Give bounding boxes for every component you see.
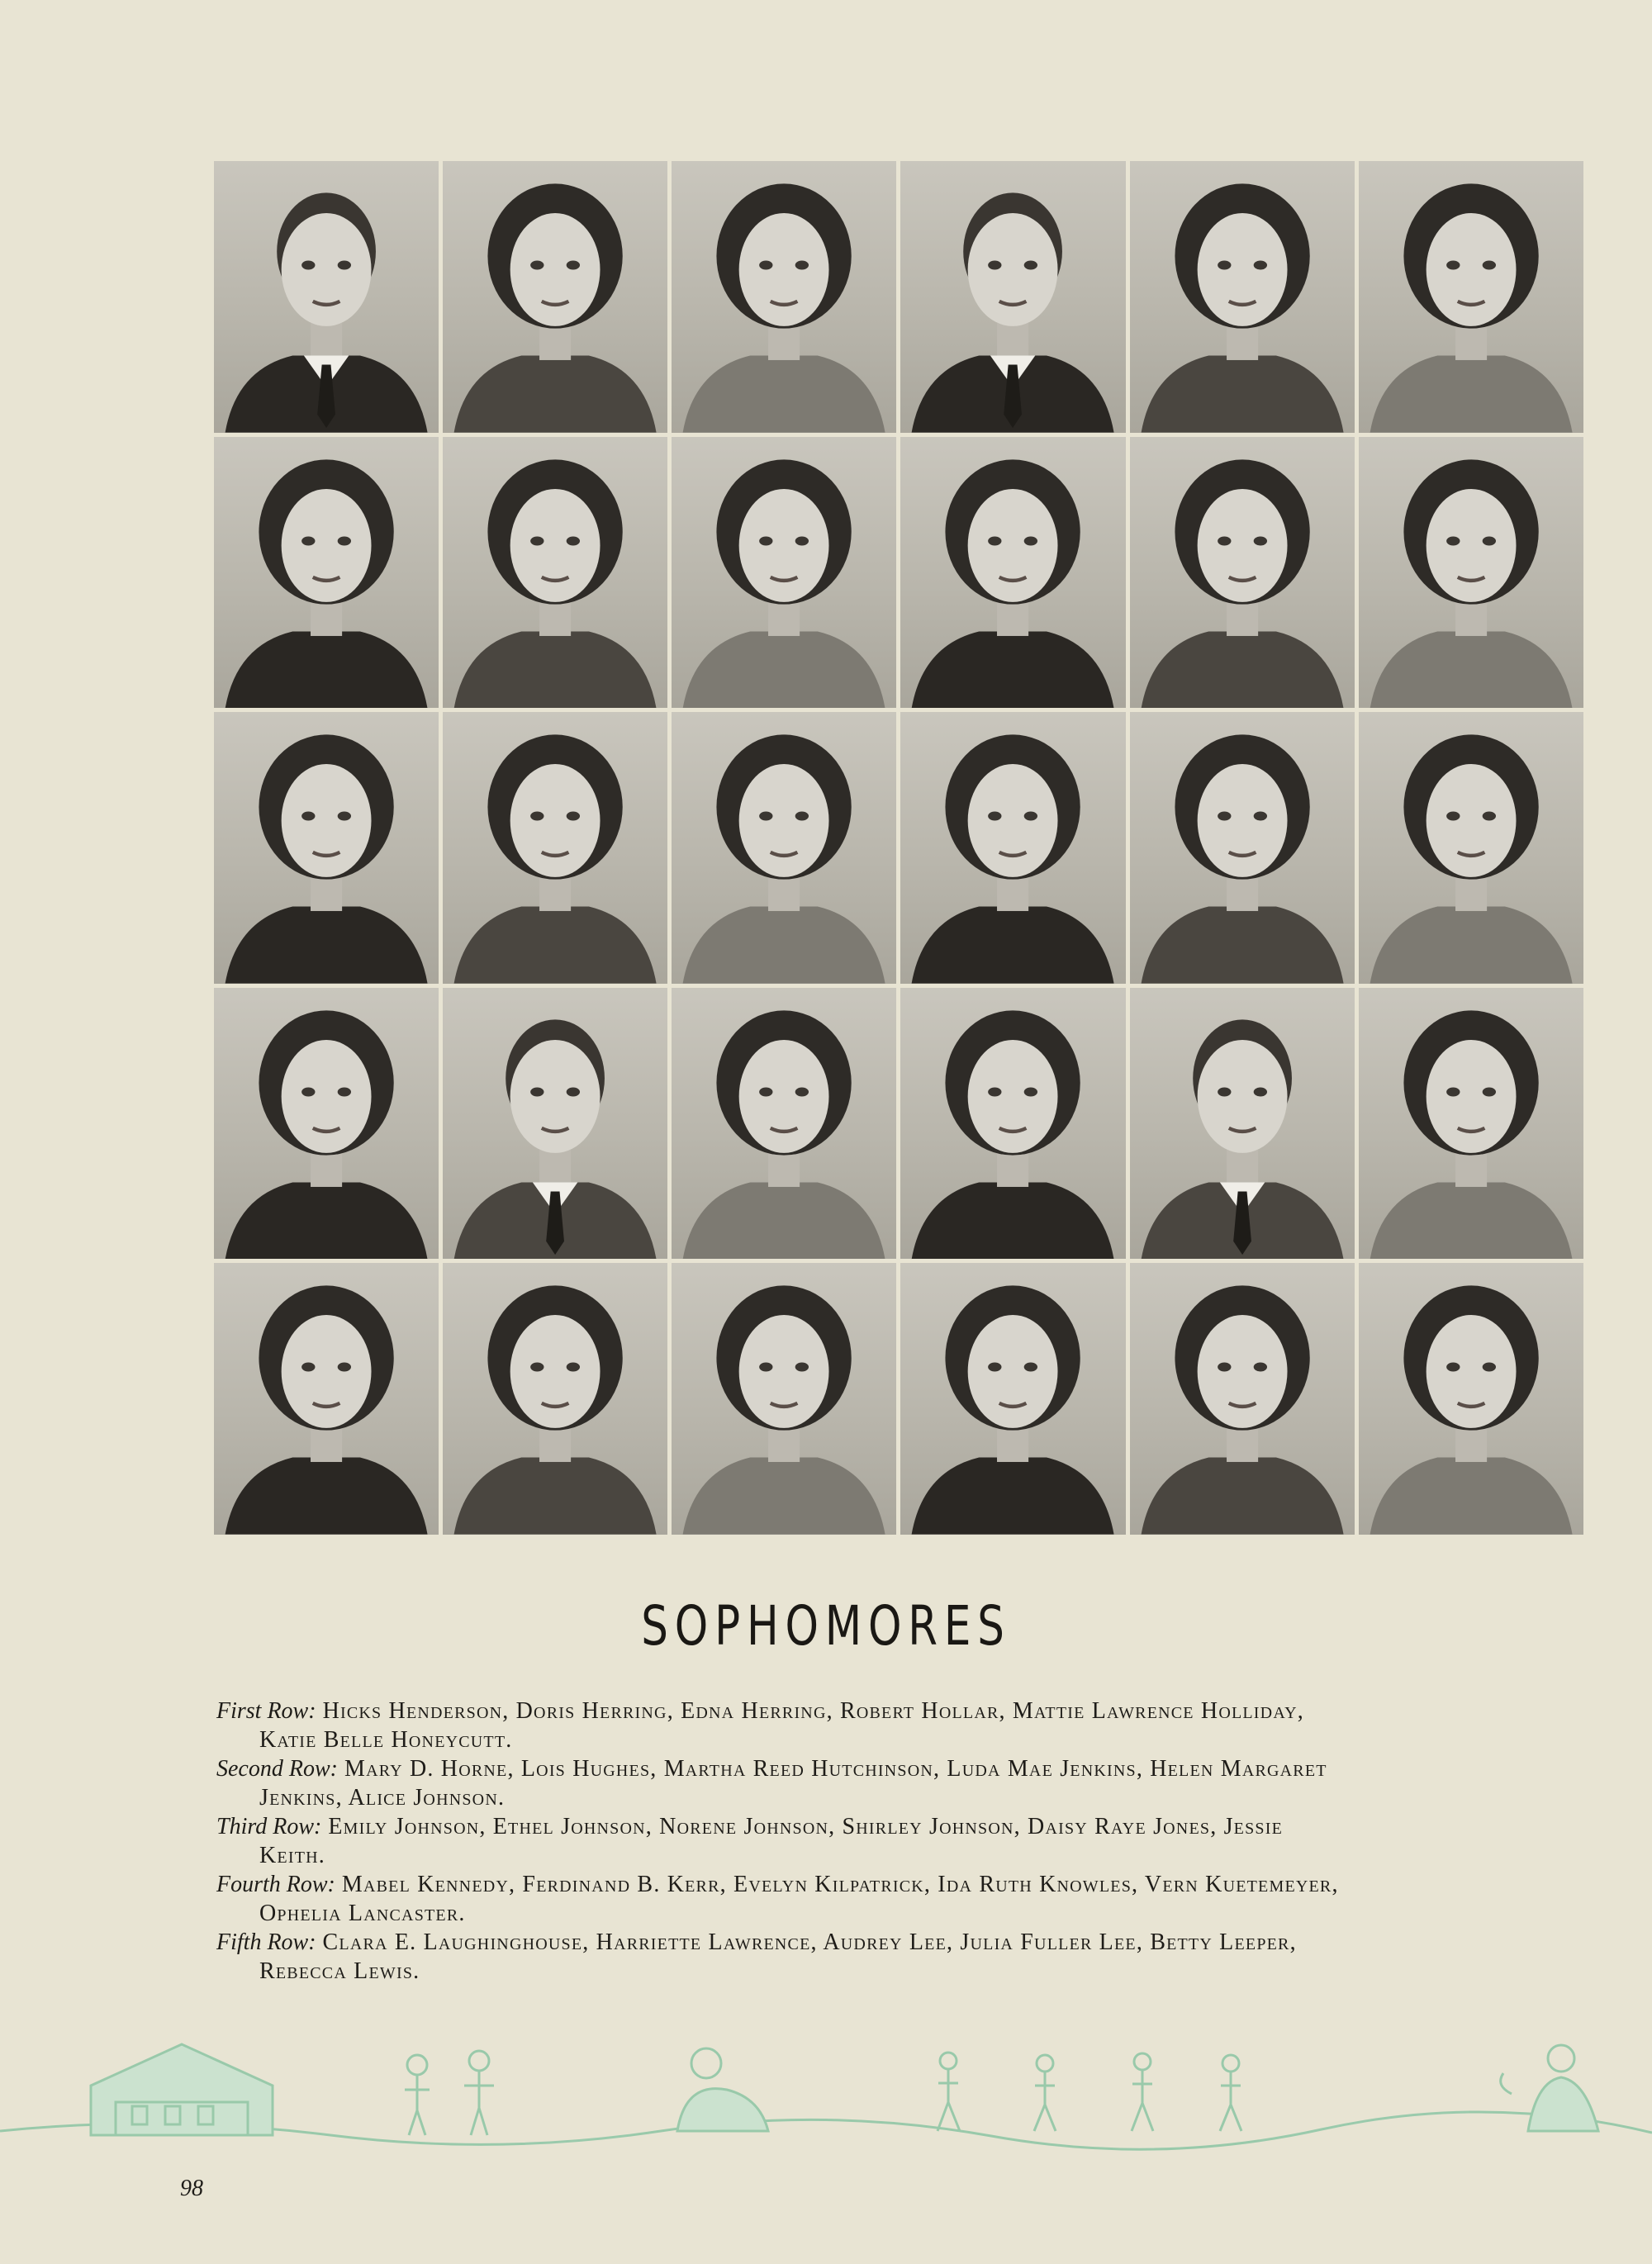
woman-portrait-icon — [443, 161, 667, 433]
caption-row-names: Mabel Kennedy, Ferdinand B. Kerr, Evelyn Kilpatrick, Ida Ruth Knowles, Vern Kuetemeyer, — [341, 1872, 1339, 1897]
portrait-photo — [443, 712, 667, 984]
portrait-photo — [900, 1263, 1125, 1535]
caption-row-continuation: Rebecca Lewis. — [259, 1958, 420, 1984]
woman-portrait-icon — [672, 988, 896, 1260]
caption-row-continuation: Ophelia Lancaster. — [259, 1901, 466, 1926]
woman-portrait-icon — [1130, 161, 1355, 433]
caption-row-names: Mary D. Horne, Lois Hughes, Martha Reed Hutchinson, Luda Mae Jenkins, Helen Margaret — [344, 1756, 1327, 1782]
portrait-photo — [1359, 988, 1583, 1260]
portrait-photo — [672, 1263, 896, 1535]
caption-row-continuation: Jenkins, Alice Johnson. — [259, 1785, 506, 1811]
woman-portrait-icon — [1130, 1263, 1355, 1535]
portrait-photo — [1130, 1263, 1355, 1535]
portrait-photo — [672, 161, 896, 433]
woman-portrait-icon — [672, 161, 896, 433]
portrait-photo — [443, 988, 667, 1260]
woman-portrait-icon — [900, 1263, 1125, 1535]
portrait-photo — [900, 437, 1125, 709]
woman-portrait-icon — [1130, 712, 1355, 984]
portrait-photo — [1359, 161, 1583, 433]
caption-row-names: Emily Johnson, Ethel Johnson, Norene Johnson, Shirley Johnson, Daisy Raye Jones, Jessie — [328, 1814, 1284, 1839]
portrait-photo — [900, 161, 1125, 433]
woman-portrait-icon — [443, 712, 667, 984]
woman-portrait-icon — [1359, 161, 1583, 433]
caption-second-row — [216, 1754, 1590, 1812]
portrait-grid — [214, 161, 1583, 1535]
woman-portrait-icon — [214, 988, 439, 1260]
woman-portrait-icon — [900, 437, 1125, 709]
woman-portrait-icon — [214, 437, 439, 709]
caption-fifth-row — [216, 1928, 1590, 1986]
portrait-photo — [900, 712, 1125, 984]
portrait-photo — [1359, 712, 1583, 984]
caption-block — [216, 1697, 1590, 1986]
caption-first-row — [216, 1697, 1590, 1754]
portrait-photo — [1359, 1263, 1583, 1535]
portrait-photo — [672, 988, 896, 1260]
woman-portrait-icon — [672, 712, 896, 984]
caption-row-label: Fourth Row: — [216, 1872, 335, 1897]
woman-portrait-icon — [900, 988, 1125, 1260]
portrait-photo — [214, 712, 439, 984]
caption-fourth-row — [216, 1870, 1590, 1928]
woman-portrait-icon — [1359, 1263, 1583, 1535]
caption-row-label: First Row: — [216, 1698, 316, 1724]
portrait-photo — [1130, 712, 1355, 984]
woman-portrait-icon — [443, 1263, 667, 1535]
portrait-photo — [214, 161, 439, 433]
woman-portrait-icon — [1359, 988, 1583, 1260]
woman-portrait-icon — [1359, 712, 1583, 984]
woman-portrait-icon — [900, 712, 1125, 984]
caption-third-row — [216, 1812, 1590, 1870]
decorative-border-illustration — [0, 2015, 1652, 2164]
portrait-photo — [443, 437, 667, 709]
section-title: SOPHOMORES — [641, 1594, 1011, 1658]
man-portrait-icon — [443, 988, 667, 1260]
man-portrait-icon — [1130, 988, 1355, 1260]
caption-row-label: Third Row: — [216, 1814, 322, 1839]
man-portrait-icon — [900, 161, 1125, 433]
portrait-photo — [214, 988, 439, 1260]
portrait-photo — [900, 988, 1125, 1260]
woman-portrait-icon — [214, 1263, 439, 1535]
woman-portrait-icon — [1130, 437, 1355, 709]
portrait-photo — [672, 712, 896, 984]
caption-row-continuation: Keith. — [259, 1843, 325, 1868]
caption-row-names: Hicks Henderson, Doris Herring, Edna Herring, Robert Hollar, Mattie Lawrence Holliday, — [322, 1698, 1304, 1724]
caption-row-continuation: Katie Belle Honeycutt. — [259, 1727, 513, 1753]
portrait-photo — [1130, 437, 1355, 709]
woman-portrait-icon — [672, 1263, 896, 1535]
caption-row-names: Clara E. Laughinghouse, Harriette Lawrence, Audrey Lee, Julia Fuller Lee, Betty Leeper, — [322, 1929, 1297, 1955]
portrait-photo — [1130, 161, 1355, 433]
woman-portrait-icon — [443, 437, 667, 709]
portrait-photo — [1130, 988, 1355, 1260]
man-portrait-icon — [214, 161, 439, 433]
portrait-photo — [672, 437, 896, 709]
portrait-photo — [214, 1263, 439, 1535]
portrait-photo — [443, 1263, 667, 1535]
woman-portrait-icon — [672, 437, 896, 709]
woman-portrait-icon — [1359, 437, 1583, 709]
portrait-photo — [443, 161, 667, 433]
page-number: 98 — [180, 2176, 203, 2201]
caption-row-label: Fifth Row: — [216, 1929, 316, 1955]
portrait-photo — [214, 437, 439, 709]
portrait-photo — [1359, 437, 1583, 709]
caption-row-label: Second Row: — [216, 1756, 338, 1782]
woman-portrait-icon — [214, 712, 439, 984]
